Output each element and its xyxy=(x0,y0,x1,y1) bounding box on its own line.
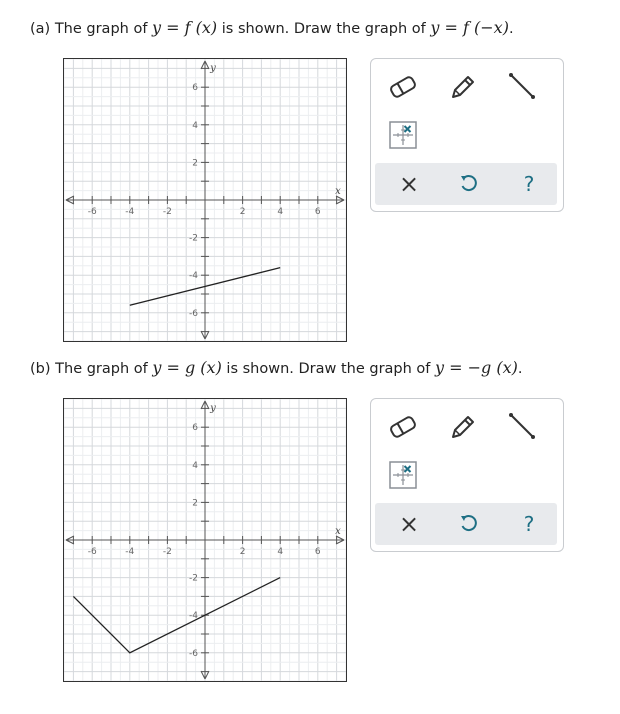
graph-b[interactable] xyxy=(63,398,347,682)
pencil-icon[interactable] xyxy=(447,411,479,443)
undo-icon xyxy=(458,173,480,195)
x-tick-label: -2 xyxy=(162,207,172,217)
x-tick-label: -6 xyxy=(87,547,97,557)
y-tick-label: -6 xyxy=(189,648,198,659)
target-function: y = −g (x) xyxy=(435,358,518,377)
y-tick-label: -2 xyxy=(189,233,198,244)
action-bar xyxy=(375,503,557,545)
eraser-icon[interactable] xyxy=(387,71,419,103)
graph-a-canvas[interactable] xyxy=(64,59,346,341)
prompt-text: is shown. Draw the graph of xyxy=(221,21,426,37)
y-tick-label: -6 xyxy=(189,308,198,319)
graph-a[interactable] xyxy=(63,58,347,342)
prompt-end: . xyxy=(517,361,523,377)
x-tick-label: -2 xyxy=(162,547,172,557)
line-segment-icon[interactable] xyxy=(505,69,539,103)
undo-icon xyxy=(458,513,480,535)
clear-icon: × xyxy=(398,170,420,198)
prompt-end: . xyxy=(508,21,514,37)
target-function: y = f (−x) xyxy=(430,18,509,37)
y-tick-label: -2 xyxy=(189,573,198,584)
given-function: y = f (x) xyxy=(152,18,218,37)
y-tick-label: 6 xyxy=(192,423,198,434)
given-function: y = g (x) xyxy=(152,358,222,377)
x-tick-label: 2 xyxy=(239,207,246,217)
graph-grid-icon[interactable] xyxy=(389,121,417,149)
toolbar-a xyxy=(370,58,564,212)
x-tick-label: 6 xyxy=(314,547,321,557)
prompt-text: is shown. Draw the graph of xyxy=(226,361,431,377)
x-tick-label: 6 xyxy=(314,207,321,217)
prompt-text: The graph of xyxy=(55,361,148,377)
y-axis-label: y xyxy=(210,403,216,414)
x-tick-label: -4 xyxy=(125,547,135,557)
prompt-b xyxy=(30,358,523,377)
x-tick-label: 4 xyxy=(277,547,284,557)
eraser-icon[interactable] xyxy=(387,411,419,443)
prompt-a xyxy=(30,18,514,37)
y-tick-label: 4 xyxy=(192,120,198,131)
x-tick-label: 4 xyxy=(277,207,284,217)
prompt-text: The graph of xyxy=(54,21,148,37)
x-tick-label: -6 xyxy=(87,207,97,217)
undo-button[interactable] xyxy=(449,163,489,205)
pencil-icon[interactable] xyxy=(447,71,479,103)
clear-icon: × xyxy=(398,510,420,538)
y-tick-label: 6 xyxy=(192,83,198,94)
x-axis-label: x xyxy=(335,526,341,537)
y-tick-label: 4 xyxy=(192,460,198,471)
undo-button[interactable] xyxy=(449,503,489,545)
y-tick-label: -4 xyxy=(189,611,198,622)
y-tick-label: 2 xyxy=(192,498,198,509)
graph-grid-icon[interactable] xyxy=(389,461,417,489)
toolbar-b xyxy=(370,398,564,552)
x-tick-label: -4 xyxy=(125,207,135,217)
part-label: (b) xyxy=(30,361,51,377)
x-tick-label: 2 xyxy=(239,547,246,557)
y-tick-label: -4 xyxy=(189,271,198,282)
help-icon: ? xyxy=(523,512,535,536)
line-segment-icon[interactable] xyxy=(505,409,539,443)
action-bar xyxy=(375,163,557,205)
help-button[interactable] xyxy=(509,163,549,205)
clear-button[interactable] xyxy=(389,503,429,545)
y-axis-label: y xyxy=(210,63,216,74)
clear-button[interactable] xyxy=(389,163,429,205)
part-label: (a) xyxy=(30,21,51,37)
help-button[interactable] xyxy=(509,503,549,545)
x-axis-label: x xyxy=(335,186,341,197)
help-icon: ? xyxy=(523,172,535,196)
y-tick-label: 2 xyxy=(192,158,198,169)
graph-b-canvas[interactable] xyxy=(64,399,346,681)
